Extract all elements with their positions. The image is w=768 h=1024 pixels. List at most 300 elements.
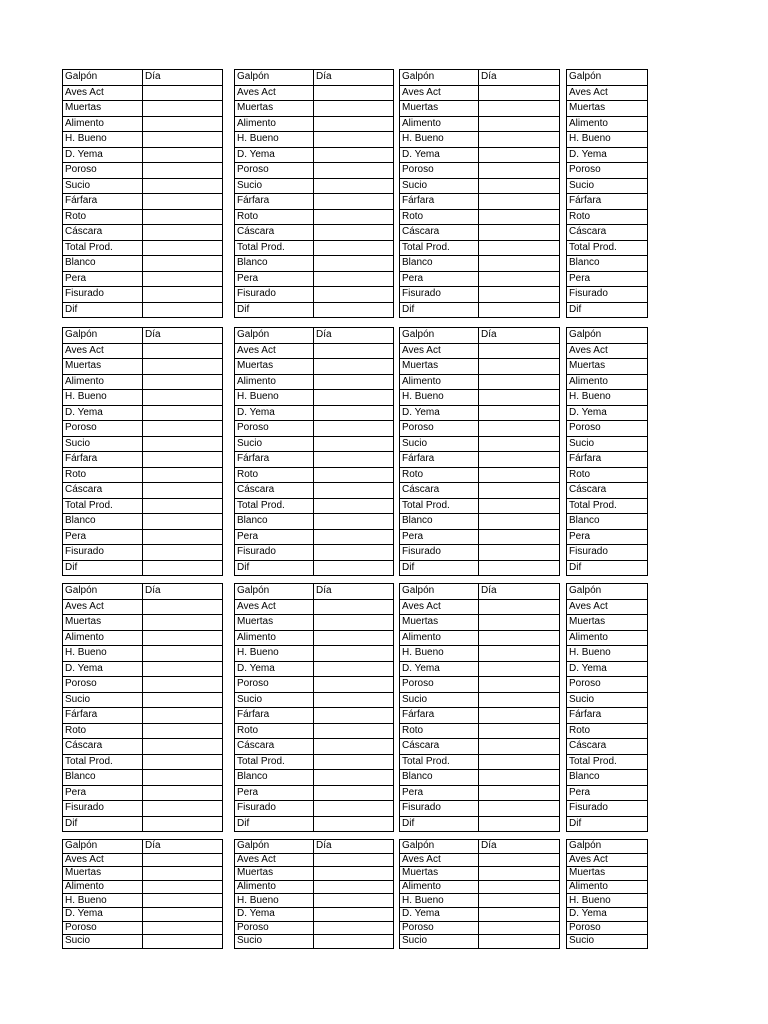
table-row: [567, 677, 648, 693]
value-cell[interactable]: [479, 785, 560, 801]
row-label: D. Yema: [63, 907, 143, 921]
value-cell[interactable]: [143, 529, 223, 545]
table-row: [567, 452, 648, 468]
table-row: [63, 359, 223, 375]
table-row: [567, 467, 648, 483]
table-row: [400, 194, 560, 210]
row-label: Alimento: [63, 880, 143, 894]
value-cell[interactable]: [143, 287, 223, 303]
value-cell[interactable]: [314, 271, 394, 287]
row-label: Total Prod.: [63, 240, 143, 256]
value-cell[interactable]: [143, 390, 223, 406]
value-cell[interactable]: [314, 390, 394, 406]
value-cell[interactable]: [479, 880, 560, 894]
value-cell[interactable]: [479, 661, 560, 677]
value-cell[interactable]: [314, 560, 394, 576]
row-label: Alimento: [400, 116, 479, 132]
row-label: Cáscara: [567, 483, 648, 499]
value-cell[interactable]: [314, 867, 394, 881]
galpon-label: Galpón: [567, 70, 648, 86]
table-row: [567, 894, 648, 908]
value-cell[interactable]: [479, 921, 560, 935]
value-cell[interactable]: [479, 853, 560, 867]
value-cell[interactable]: [314, 225, 394, 241]
value-cell[interactable]: [314, 343, 394, 359]
value-cell[interactable]: [143, 147, 223, 163]
value-cell[interactable]: [479, 467, 560, 483]
row-label: Pera: [63, 271, 143, 287]
value-cell[interactable]: [143, 935, 223, 949]
table-row: [235, 101, 394, 117]
row-label: Muertas: [400, 867, 479, 881]
value-cell[interactable]: [314, 723, 394, 739]
table-header-row: [400, 70, 560, 86]
table-row: [567, 225, 648, 241]
row-label: Cáscara: [235, 739, 314, 755]
value-cell[interactable]: [143, 560, 223, 576]
value-cell[interactable]: [479, 85, 560, 101]
value-cell[interactable]: [143, 599, 223, 615]
value-cell[interactable]: [314, 661, 394, 677]
row-label: Pera: [567, 529, 648, 545]
value-cell[interactable]: [143, 692, 223, 708]
value-cell[interactable]: [314, 615, 394, 631]
row-label: Pera: [63, 529, 143, 545]
value-cell[interactable]: [479, 894, 560, 908]
table-row: [567, 816, 648, 832]
value-cell[interactable]: [479, 483, 560, 499]
value-cell[interactable]: [314, 816, 394, 832]
row-label: Aves Act: [567, 85, 648, 101]
value-cell[interactable]: [479, 615, 560, 631]
value-cell[interactable]: [143, 880, 223, 894]
row-label: H. Bueno: [567, 132, 648, 148]
value-cell[interactable]: [143, 661, 223, 677]
row-label: Cáscara: [567, 739, 648, 755]
value-cell[interactable]: [314, 739, 394, 755]
row-label: Fisurado: [400, 801, 479, 817]
table-row: [235, 483, 394, 499]
value-cell[interactable]: [143, 421, 223, 437]
galpon-label: Galpón: [567, 840, 648, 854]
table-row: [567, 739, 648, 755]
table-row: [400, 498, 560, 514]
row-label: Muertas: [235, 359, 314, 375]
value-cell[interactable]: [314, 240, 394, 256]
row-label: Alimento: [235, 374, 314, 390]
row-label: Pera: [400, 271, 479, 287]
table-row: [400, 529, 560, 545]
row-label: Muertas: [235, 101, 314, 117]
galpon-label: Galpón: [63, 328, 143, 344]
value-cell[interactable]: [479, 302, 560, 318]
value-cell[interactable]: [314, 514, 394, 530]
row-label: Total Prod.: [63, 754, 143, 770]
value-cell[interactable]: [143, 907, 223, 921]
row-label: Aves Act: [400, 853, 479, 867]
value-cell[interactable]: [479, 599, 560, 615]
value-cell[interactable]: [314, 452, 394, 468]
table-row: [235, 225, 394, 241]
value-cell[interactable]: [143, 514, 223, 530]
row-label: H. Bueno: [235, 390, 314, 406]
value-cell[interactable]: [143, 225, 223, 241]
table-row: [235, 132, 394, 148]
value-cell[interactable]: [143, 498, 223, 514]
table-row: [400, 101, 560, 117]
table-header-row: [235, 328, 394, 344]
table-row: [235, 935, 394, 949]
table-row: [235, 867, 394, 881]
row-label: Roto: [400, 209, 479, 225]
row-label: Aves Act: [63, 85, 143, 101]
value-cell[interactable]: [143, 178, 223, 194]
value-cell[interactable]: [143, 271, 223, 287]
table-row: [567, 867, 648, 881]
value-cell[interactable]: [314, 754, 394, 770]
value-cell[interactable]: [143, 302, 223, 318]
table-row: [235, 256, 394, 272]
value-cell[interactable]: [314, 194, 394, 210]
value-cell[interactable]: [314, 599, 394, 615]
value-cell[interactable]: [143, 116, 223, 132]
table-row: [235, 467, 394, 483]
value-cell[interactable]: [143, 163, 223, 179]
table-row: [63, 147, 223, 163]
row-label: H. Bueno: [567, 894, 648, 908]
value-cell[interactable]: [143, 615, 223, 631]
row-label: Fárfara: [400, 452, 479, 468]
row-label: Sucio: [567, 935, 648, 949]
table-row: [567, 271, 648, 287]
value-cell[interactable]: [479, 545, 560, 561]
production-record-table: [399, 839, 560, 949]
value-cell[interactable]: [143, 436, 223, 452]
value-cell[interactable]: [314, 545, 394, 561]
value-cell[interactable]: [314, 630, 394, 646]
value-cell[interactable]: [479, 271, 560, 287]
value-cell[interactable]: [479, 163, 560, 179]
value-cell[interactable]: [479, 708, 560, 724]
value-cell[interactable]: [314, 405, 394, 421]
value-cell[interactable]: [479, 240, 560, 256]
row-label: Poroso: [235, 421, 314, 437]
table-row: [400, 723, 560, 739]
value-cell[interactable]: [314, 785, 394, 801]
table-row: [567, 178, 648, 194]
table-row: [400, 271, 560, 287]
row-label: H. Bueno: [63, 132, 143, 148]
value-cell[interactable]: [314, 163, 394, 179]
value-cell[interactable]: [314, 708, 394, 724]
value-cell[interactable]: [143, 101, 223, 117]
value-cell[interactable]: [314, 935, 394, 949]
table-row: [400, 85, 560, 101]
value-cell[interactable]: [143, 677, 223, 693]
value-cell[interactable]: [479, 343, 560, 359]
value-cell[interactable]: [479, 560, 560, 576]
value-cell[interactable]: [314, 287, 394, 303]
value-cell[interactable]: [479, 256, 560, 272]
value-cell[interactable]: [479, 436, 560, 452]
value-cell[interactable]: [479, 225, 560, 241]
value-cell[interactable]: [479, 935, 560, 949]
value-cell[interactable]: [479, 359, 560, 375]
table-row: [567, 132, 648, 148]
value-cell[interactable]: [479, 390, 560, 406]
row-label: Dif: [567, 302, 648, 318]
value-cell[interactable]: [143, 646, 223, 662]
row-label: Aves Act: [567, 853, 648, 867]
value-cell[interactable]: [143, 630, 223, 646]
production-record-table: [62, 839, 223, 949]
value-cell[interactable]: [314, 147, 394, 163]
row-label: Muertas: [567, 359, 648, 375]
table-row: [400, 240, 560, 256]
table-row: [567, 935, 648, 949]
table-row: [400, 801, 560, 817]
value-cell[interactable]: [314, 132, 394, 148]
row-label: D. Yema: [400, 405, 479, 421]
row-label: Aves Act: [63, 343, 143, 359]
value-cell[interactable]: [143, 853, 223, 867]
table-row: [235, 209, 394, 225]
value-cell[interactable]: [314, 85, 394, 101]
value-cell[interactable]: [314, 770, 394, 786]
value-cell[interactable]: [314, 467, 394, 483]
value-cell[interactable]: [143, 708, 223, 724]
table-row: [63, 723, 223, 739]
table-row: [63, 163, 223, 179]
value-cell[interactable]: [314, 498, 394, 514]
row-label: Poroso: [235, 677, 314, 693]
value-cell[interactable]: [314, 178, 394, 194]
table-row: [400, 225, 560, 241]
table-row: [567, 194, 648, 210]
row-label: Sucio: [567, 178, 648, 194]
value-cell[interactable]: [143, 921, 223, 935]
table-row: [63, 405, 223, 421]
dia-label: Día: [479, 840, 560, 854]
value-cell[interactable]: [479, 692, 560, 708]
row-label: Aves Act: [567, 343, 648, 359]
row-label: Alimento: [400, 374, 479, 390]
value-cell[interactable]: [314, 436, 394, 452]
table-row: [567, 359, 648, 375]
table-row: [400, 405, 560, 421]
row-label: Pera: [235, 785, 314, 801]
value-cell[interactable]: [479, 723, 560, 739]
value-cell[interactable]: [143, 867, 223, 881]
row-label: Alimento: [567, 880, 648, 894]
value-cell[interactable]: [314, 529, 394, 545]
table-row: [400, 615, 560, 631]
value-cell[interactable]: [314, 256, 394, 272]
value-cell[interactable]: [143, 359, 223, 375]
value-cell[interactable]: [143, 132, 223, 148]
row-label: Blanco: [400, 514, 479, 530]
table-row: [400, 374, 560, 390]
production-record-table: [62, 327, 223, 576]
galpon-label: Galpón: [235, 584, 314, 600]
value-cell[interactable]: [479, 101, 560, 117]
row-label: Fárfara: [567, 708, 648, 724]
value-cell[interactable]: [314, 880, 394, 894]
value-cell[interactable]: [479, 677, 560, 693]
table-row: [400, 343, 560, 359]
table-row: [235, 615, 394, 631]
table-row: [235, 287, 394, 303]
dia-label: Día: [314, 70, 394, 86]
value-cell[interactable]: [314, 374, 394, 390]
value-cell[interactable]: [479, 132, 560, 148]
row-label: H. Bueno: [63, 646, 143, 662]
value-cell[interactable]: [143, 483, 223, 499]
table-row: [235, 708, 394, 724]
value-cell[interactable]: [479, 816, 560, 832]
value-cell[interactable]: [314, 853, 394, 867]
table-row: [63, 661, 223, 677]
row-label: Blanco: [235, 514, 314, 530]
table-row: [63, 101, 223, 117]
row-label: Roto: [400, 467, 479, 483]
value-cell[interactable]: [314, 894, 394, 908]
value-cell[interactable]: [479, 907, 560, 921]
table-row: [63, 816, 223, 832]
row-label: Fisurado: [63, 801, 143, 817]
row-label: Blanco: [63, 514, 143, 530]
table-row: [235, 739, 394, 755]
table-row: [63, 529, 223, 545]
row-label: Sucio: [63, 178, 143, 194]
table-row: [63, 467, 223, 483]
value-cell[interactable]: [479, 801, 560, 817]
galpon-label: Galpón: [400, 584, 479, 600]
value-cell[interactable]: [479, 754, 560, 770]
table-row: [63, 271, 223, 287]
value-cell[interactable]: [479, 630, 560, 646]
value-cell[interactable]: [143, 801, 223, 817]
table-row: [63, 801, 223, 817]
table-row: [400, 661, 560, 677]
row-label: Roto: [400, 723, 479, 739]
value-cell[interactable]: [314, 116, 394, 132]
row-label: Poroso: [63, 421, 143, 437]
value-cell[interactable]: [479, 421, 560, 437]
value-cell[interactable]: [314, 302, 394, 318]
value-cell[interactable]: [479, 374, 560, 390]
value-cell[interactable]: [314, 483, 394, 499]
value-cell[interactable]: [143, 754, 223, 770]
production-record-table: [566, 583, 648, 832]
value-cell[interactable]: [479, 514, 560, 530]
value-cell[interactable]: [143, 770, 223, 786]
value-cell[interactable]: [314, 801, 394, 817]
value-cell[interactable]: [314, 359, 394, 375]
value-cell[interactable]: [314, 677, 394, 693]
value-cell[interactable]: [143, 240, 223, 256]
row-label: Dif: [63, 302, 143, 318]
value-cell[interactable]: [143, 894, 223, 908]
value-cell[interactable]: [479, 178, 560, 194]
value-cell[interactable]: [143, 405, 223, 421]
table-row: [567, 147, 648, 163]
value-cell[interactable]: [479, 116, 560, 132]
table-row: [235, 754, 394, 770]
table-row: [567, 405, 648, 421]
value-cell[interactable]: [479, 529, 560, 545]
row-label: Poroso: [63, 677, 143, 693]
value-cell[interactable]: [143, 785, 223, 801]
table-row: [63, 867, 223, 881]
row-label: Fisurado: [567, 801, 648, 817]
row-label: Sucio: [400, 692, 479, 708]
galpon-label: Galpón: [567, 584, 648, 600]
value-cell[interactable]: [479, 405, 560, 421]
row-label: H. Bueno: [235, 646, 314, 662]
value-cell[interactable]: [314, 209, 394, 225]
row-label: Poroso: [400, 163, 479, 179]
value-cell[interactable]: [479, 867, 560, 881]
row-label: Roto: [567, 209, 648, 225]
value-cell[interactable]: [479, 147, 560, 163]
value-cell[interactable]: [479, 498, 560, 514]
value-cell[interactable]: [143, 85, 223, 101]
table-row: [567, 801, 648, 817]
value-cell[interactable]: [479, 287, 560, 303]
value-cell[interactable]: [143, 467, 223, 483]
table-header-row: [63, 584, 223, 600]
table-row: [567, 545, 648, 561]
value-cell[interactable]: [143, 374, 223, 390]
table-row: [63, 739, 223, 755]
value-cell[interactable]: [143, 723, 223, 739]
value-cell[interactable]: [314, 907, 394, 921]
value-cell[interactable]: [479, 739, 560, 755]
table-row: [235, 498, 394, 514]
dia-label: Día: [314, 328, 394, 344]
value-cell[interactable]: [143, 545, 223, 561]
value-cell[interactable]: [143, 452, 223, 468]
row-label: Muertas: [235, 615, 314, 631]
value-cell[interactable]: [479, 209, 560, 225]
value-cell[interactable]: [479, 770, 560, 786]
row-label: Poroso: [567, 677, 648, 693]
value-cell[interactable]: [143, 256, 223, 272]
value-cell[interactable]: [314, 646, 394, 662]
value-cell[interactable]: [143, 739, 223, 755]
value-cell[interactable]: [143, 209, 223, 225]
value-cell[interactable]: [314, 692, 394, 708]
value-cell[interactable]: [479, 646, 560, 662]
value-cell[interactable]: [143, 194, 223, 210]
value-cell[interactable]: [314, 921, 394, 935]
table-header-row: [235, 70, 394, 86]
table-row: [400, 256, 560, 272]
value-cell[interactable]: [143, 816, 223, 832]
value-cell[interactable]: [479, 452, 560, 468]
value-cell[interactable]: [479, 194, 560, 210]
value-cell[interactable]: [314, 101, 394, 117]
row-label: Fisurado: [235, 801, 314, 817]
table-row: [567, 723, 648, 739]
table-row: [567, 907, 648, 921]
table-row: [400, 467, 560, 483]
row-label: D. Yema: [63, 661, 143, 677]
value-cell[interactable]: [314, 421, 394, 437]
value-cell[interactable]: [143, 343, 223, 359]
table-row: [567, 498, 648, 514]
